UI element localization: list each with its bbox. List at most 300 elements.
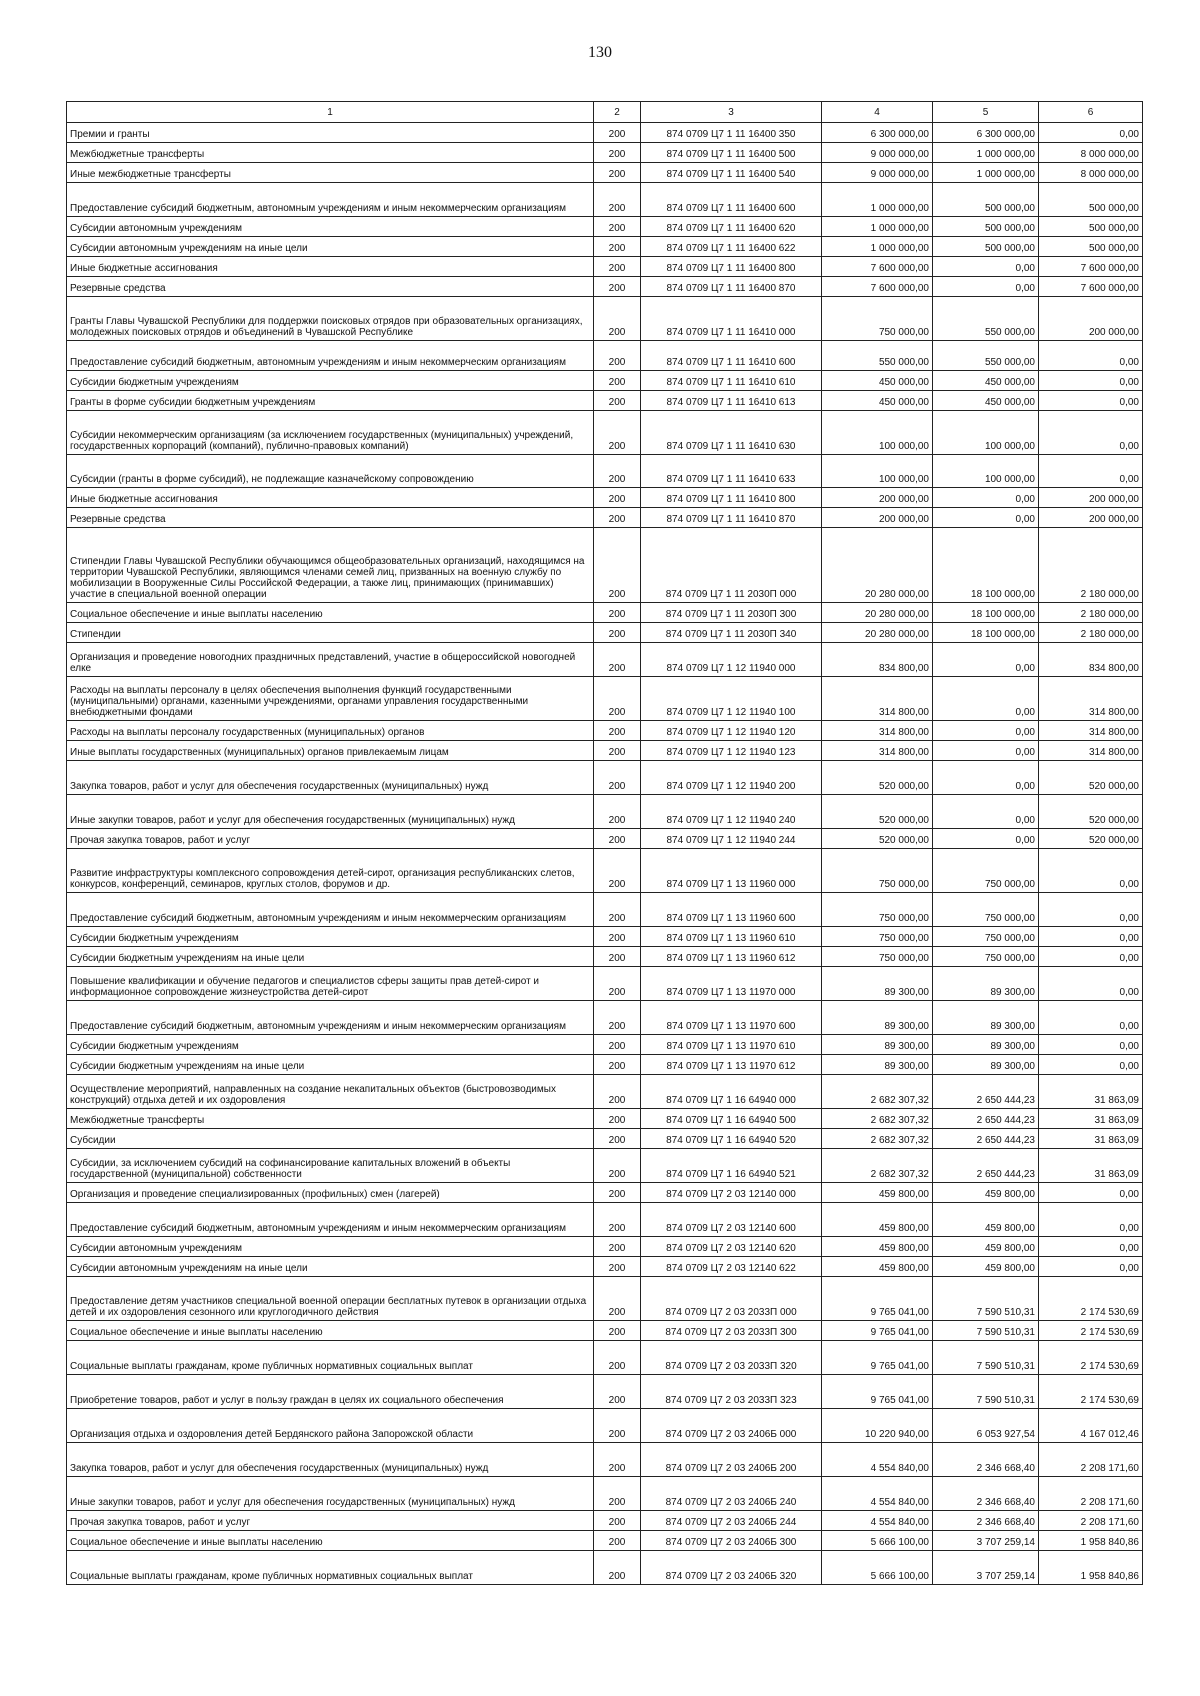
row-value-6: 2 174 530,69 [1039,1277,1143,1321]
row-value-6: 0,00 [1039,455,1143,488]
row-value-4: 459 800,00 [822,1237,933,1257]
table-row [67,257,1143,277]
row-value-4: 1 000 000,00 [822,217,933,237]
row-value-5: 1 000 000,00 [933,163,1039,183]
row-code: 874 0709 Ц7 2 03 12140 620 [641,1237,822,1257]
row-code: 874 0709 Ц7 2 03 2406Б 320 [641,1551,822,1585]
row-value-5: 750 000,00 [933,947,1039,967]
row-value-4: 89 300,00 [822,1035,933,1055]
row-code: 874 0709 Ц7 1 11 16400 500 [641,143,822,163]
row-value-4: 834 800,00 [822,643,933,677]
row-value-6: 0,00 [1039,411,1143,455]
row-name: Предоставление субсидий бюджетным, автономным учреждениям и иным некоммерческим организациям [67,893,594,927]
row-col2: 200 [594,721,641,741]
row-col2: 200 [594,391,641,411]
row-name: Иные выплаты государственных (муниципальных) органов привлекаемым лицам [67,741,594,761]
row-value-6: 2 208 171,60 [1039,1511,1143,1531]
row-name: Межбюджетные трансферты [67,1109,594,1129]
table-row [67,371,1143,391]
row-value-5: 6 300 000,00 [933,123,1039,143]
row-code: 874 0709 Ц7 1 13 11960 610 [641,927,822,947]
row-value-6: 2 174 530,69 [1039,1321,1143,1341]
row-value-4: 314 800,00 [822,721,933,741]
table-row [67,508,1143,528]
row-value-5: 750 000,00 [933,849,1039,893]
row-name: Субсидии бюджетным учреждениям [67,1035,594,1055]
table-row [67,1149,1143,1183]
row-code: 874 0709 Ц7 1 11 16410 870 [641,508,822,528]
row-code: 874 0709 Ц7 1 12 11940 123 [641,741,822,761]
header-col-5: 5 [933,102,1039,123]
row-name: Расходы на выплаты персоналу в целях обеспечения выполнения функций государственными (муниципальными) органами, казенными учреждениями, органами управления государственными внебюджетными фондами [67,677,594,721]
row-code: 874 0709 Ц7 1 16 64940 520 [641,1129,822,1149]
row-name: Прочая закупка товаров, работ и услуг [67,829,594,849]
row-col2: 200 [594,1341,641,1375]
row-name: Резервные средства [67,508,594,528]
row-value-4: 89 300,00 [822,1055,933,1075]
row-code: 874 0709 Ц7 1 11 16410 600 [641,341,822,371]
row-code: 874 0709 Ц7 1 11 2030П 300 [641,603,822,623]
row-name: Иные закупки товаров, работ и услуг для обеспечения государственных (муниципальных) нужд [67,1477,594,1511]
row-name: Субсидии бюджетным учреждениям на иные цели [67,947,594,967]
row-code: 874 0709 Ц7 1 12 11940 240 [641,795,822,829]
row-col2: 200 [594,1001,641,1035]
row-value-4: 1 000 000,00 [822,237,933,257]
row-value-4: 200 000,00 [822,508,933,528]
table-row [67,927,1143,947]
table-row [67,455,1143,488]
row-value-4: 7 600 000,00 [822,257,933,277]
header-col-1: 1 [67,102,594,123]
row-value-6: 314 800,00 [1039,721,1143,741]
row-value-5: 3 707 259,14 [933,1531,1039,1551]
table-row [67,1375,1143,1409]
row-value-6: 7 600 000,00 [1039,257,1143,277]
table-row [67,411,1143,455]
row-code: 874 0709 Ц7 1 12 11940 100 [641,677,822,721]
row-value-4: 9 000 000,00 [822,143,933,163]
row-code: 874 0709 Ц7 1 11 16400 540 [641,163,822,183]
row-code: 874 0709 Ц7 2 03 2406Б 200 [641,1443,822,1477]
row-value-5: 0,00 [933,643,1039,677]
row-value-6: 200 000,00 [1039,297,1143,341]
row-value-5: 2 650 444,23 [933,1075,1039,1109]
row-value-6: 0,00 [1039,1001,1143,1035]
table-row [67,163,1143,183]
row-value-6: 2 208 171,60 [1039,1443,1143,1477]
row-code: 874 0709 Ц7 2 03 12140 622 [641,1257,822,1277]
header-col-2: 2 [594,102,641,123]
row-col2: 200 [594,217,641,237]
row-name: Социальные выплаты гражданам, кроме публичных нормативных социальных выплат [67,1341,594,1375]
table-row [67,1551,1143,1585]
table-row [67,488,1143,508]
table-row [67,297,1143,341]
row-value-4: 9 765 041,00 [822,1277,933,1321]
row-value-5: 450 000,00 [933,391,1039,411]
table-row [67,143,1143,163]
table-row [67,1409,1143,1443]
row-col2: 200 [594,371,641,391]
row-value-5: 459 800,00 [933,1183,1039,1203]
row-name: Субсидии (гранты в форме субсидий), не подлежащие казначейскому сопровождению [67,455,594,488]
row-name: Иные межбюджетные трансферты [67,163,594,183]
row-value-6: 0,00 [1039,1237,1143,1257]
row-value-6: 2 174 530,69 [1039,1375,1143,1409]
row-code: 874 0709 Ц7 1 11 16400 600 [641,183,822,217]
row-code: 874 0709 Ц7 2 03 2033П 320 [641,1341,822,1375]
row-col2: 200 [594,411,641,455]
table-body [67,123,1143,1585]
row-value-4: 20 280 000,00 [822,623,933,643]
row-value-4: 459 800,00 [822,1257,933,1277]
row-code: 874 0709 Ц7 2 03 2033П 300 [641,1321,822,1341]
row-value-5: 0,00 [933,761,1039,795]
row-code: 874 0709 Ц7 1 11 16400 622 [641,237,822,257]
row-name: Субсидии [67,1129,594,1149]
row-col2: 200 [594,1511,641,1531]
row-code: 874 0709 Ц7 2 03 2033П 323 [641,1375,822,1409]
row-col2: 200 [594,528,641,603]
row-col2: 200 [594,1149,641,1183]
row-name: Межбюджетные трансферты [67,143,594,163]
row-name: Предоставление субсидий бюджетным, автономным учреждениям и иным некоммерческим организациям [67,1203,594,1237]
row-col2: 200 [594,967,641,1001]
row-name: Прочая закупка товаров, работ и услуг [67,1511,594,1531]
row-value-6: 0,00 [1039,849,1143,893]
row-col2: 200 [594,1203,641,1237]
row-value-6: 520 000,00 [1039,795,1143,829]
row-col2: 200 [594,455,641,488]
table-row [67,721,1143,741]
row-value-5: 500 000,00 [933,183,1039,217]
row-col2: 200 [594,1237,641,1257]
row-code: 874 0709 Ц7 2 03 2406Б 244 [641,1511,822,1531]
table-row [67,1477,1143,1511]
row-value-5: 89 300,00 [933,1001,1039,1035]
table-row [67,849,1143,893]
row-value-5: 7 590 510,31 [933,1277,1039,1321]
row-value-5: 18 100 000,00 [933,623,1039,643]
row-value-5: 18 100 000,00 [933,528,1039,603]
row-value-5: 0,00 [933,795,1039,829]
table-row [67,1109,1143,1129]
row-col2: 200 [594,163,641,183]
row-value-5: 500 000,00 [933,237,1039,257]
table-row [67,603,1143,623]
row-value-6: 2 174 530,69 [1039,1341,1143,1375]
row-name: Субсидии бюджетным учреждениям [67,927,594,947]
row-value-5: 2 346 668,40 [933,1443,1039,1477]
table-row [67,1443,1143,1477]
row-name: Расходы на выплаты персоналу государственных (муниципальных) органов [67,721,594,741]
row-col2: 200 [594,603,641,623]
row-value-4: 520 000,00 [822,829,933,849]
table-row [67,1531,1143,1551]
row-name: Закупка товаров, работ и услуг для обеспечения государственных (муниципальных) нужд [67,761,594,795]
table-row [67,528,1143,603]
row-name: Субсидии некоммерческим организациям (за исключением государственных (муниципальных) учреждений, государственных корпораций (компаний), публично-правовых компаний) [67,411,594,455]
row-value-4: 5 666 100,00 [822,1551,933,1585]
row-name: Предоставление субсидий бюджетным, автономным учреждениям и иным некоммерческим организациям [67,341,594,371]
row-value-6: 0,00 [1039,371,1143,391]
row-value-6: 2 208 171,60 [1039,1477,1143,1511]
table-row [67,1237,1143,1257]
row-col2: 200 [594,893,641,927]
row-value-4: 2 682 307,32 [822,1075,933,1109]
page-number: 130 [588,44,612,61]
row-code: 874 0709 Ц7 2 03 12140 000 [641,1183,822,1203]
row-value-6: 200 000,00 [1039,488,1143,508]
row-value-5: 2 650 444,23 [933,1109,1039,1129]
row-value-4: 20 280 000,00 [822,603,933,623]
row-code: 874 0709 Ц7 1 13 11970 000 [641,967,822,1001]
row-col2: 200 [594,1531,641,1551]
row-value-5: 750 000,00 [933,893,1039,927]
row-value-6: 31 863,09 [1039,1129,1143,1149]
row-col2: 200 [594,1477,641,1511]
row-name: Осуществление мероприятий, направленных на создание некапитальных объектов (быстровозводимых конструкций) отдыха детей и их оздоровления [67,1075,594,1109]
row-name: Стипендии Главы Чувашской Республики обучающимся общеобразовательных организаций, находящимся на территории Чувашской Республики, являющимся членами семей лиц, призванных на военную службу по мобилизации в Вооруженные Силы Российской Федерации, а также лиц, принимающих (принимавших) участие в специальной военной операции [67,528,594,603]
row-col2: 200 [594,1183,641,1203]
table-row [67,947,1143,967]
table-row [67,1035,1143,1055]
row-value-6: 0,00 [1039,927,1143,947]
row-value-6: 31 863,09 [1039,1109,1143,1129]
row-value-5: 500 000,00 [933,217,1039,237]
row-value-6: 200 000,00 [1039,508,1143,528]
table-row [67,1055,1143,1075]
row-value-6: 0,00 [1039,1203,1143,1237]
row-value-4: 520 000,00 [822,761,933,795]
row-col2: 200 [594,1443,641,1477]
row-value-6: 500 000,00 [1039,183,1143,217]
table-row [67,829,1143,849]
table-row [67,1183,1143,1203]
row-col2: 200 [594,1409,641,1443]
row-value-6: 2 180 000,00 [1039,623,1143,643]
table-row [67,643,1143,677]
row-value-5: 18 100 000,00 [933,603,1039,623]
row-code: 874 0709 Ц7 1 13 11960 000 [641,849,822,893]
row-name: Социальные выплаты гражданам, кроме публичных нормативных социальных выплат [67,1551,594,1585]
row-col2: 200 [594,297,641,341]
row-value-5: 459 800,00 [933,1257,1039,1277]
row-value-6: 500 000,00 [1039,217,1143,237]
row-col2: 200 [594,123,641,143]
row-value-5: 0,00 [933,677,1039,721]
row-value-5: 6 053 927,54 [933,1409,1039,1443]
row-col2: 200 [594,623,641,643]
row-value-5: 0,00 [933,741,1039,761]
row-col2: 200 [594,1321,641,1341]
table-row [67,1203,1143,1237]
row-col2: 200 [594,237,641,257]
row-value-4: 2 682 307,32 [822,1149,933,1183]
row-name: Организация и проведение специализированных (профильных) смен (лагерей) [67,1183,594,1203]
row-code: 874 0709 Ц7 1 11 16410 630 [641,411,822,455]
row-name: Стипендии [67,623,594,643]
row-value-5: 100 000,00 [933,411,1039,455]
row-name: Иные закупки товаров, работ и услуг для обеспечения государственных (муниципальных) нужд [67,795,594,829]
row-col2: 200 [594,143,641,163]
row-value-5: 0,00 [933,277,1039,297]
row-code: 874 0709 Ц7 1 13 11970 610 [641,1035,822,1055]
table-row [67,341,1143,371]
row-col2: 200 [594,1129,641,1149]
row-value-4: 100 000,00 [822,455,933,488]
row-value-5: 459 800,00 [933,1237,1039,1257]
row-name: Гранты Главы Чувашской Республики для поддержки поисковых отрядов при образовательных организациях, молодежных поисковых отрядов и объединений в Чувашской Республике [67,297,594,341]
row-value-4: 2 682 307,32 [822,1109,933,1129]
row-value-4: 5 666 100,00 [822,1531,933,1551]
row-value-5: 89 300,00 [933,1055,1039,1075]
row-value-4: 100 000,00 [822,411,933,455]
row-value-6: 834 800,00 [1039,643,1143,677]
row-name: Организация и проведение новогодних праздничных представлений, участие в общероссийской новогодней елке [67,643,594,677]
row-value-5: 89 300,00 [933,967,1039,1001]
row-col2: 200 [594,277,641,297]
row-value-4: 9 000 000,00 [822,163,933,183]
row-col2: 200 [594,508,641,528]
row-col2: 200 [594,341,641,371]
row-value-6: 0,00 [1039,1183,1143,1203]
row-value-6: 2 180 000,00 [1039,528,1143,603]
row-name: Повышение квалификации и обучение педагогов и специалистов сферы защиты прав детей-сирот и информационное сопровождение жизнеустройства детей-сирот [67,967,594,1001]
table-row [67,277,1143,297]
row-code: 874 0709 Ц7 1 12 11940 200 [641,761,822,795]
row-col2: 200 [594,927,641,947]
budget-table [66,101,1143,1585]
row-col2: 200 [594,257,641,277]
row-value-6: 2 180 000,00 [1039,603,1143,623]
row-value-5: 0,00 [933,488,1039,508]
row-name: Субсидии, за исключением субсидий на софинансирование капитальных вложений в объекты государственной (муниципальной) собственности [67,1149,594,1183]
row-col2: 200 [594,1277,641,1321]
row-col2: 200 [594,1055,641,1075]
row-name: Закупка товаров, работ и услуг для обеспечения государственных (муниципальных) нужд [67,1443,594,1477]
header-col-4: 4 [822,102,933,123]
table-header [67,102,1143,123]
row-col2: 200 [594,1375,641,1409]
row-value-4: 450 000,00 [822,371,933,391]
row-value-4: 750 000,00 [822,927,933,947]
row-code: 874 0709 Ц7 1 11 16400 870 [641,277,822,297]
row-col2: 200 [594,488,641,508]
row-value-5: 2 650 444,23 [933,1149,1039,1183]
row-name: Премии и гранты [67,123,594,143]
row-code: 874 0709 Ц7 1 12 11940 000 [641,643,822,677]
row-value-6: 1 958 840,86 [1039,1531,1143,1551]
row-name: Субсидии бюджетным учреждениям на иные цели [67,1055,594,1075]
row-name: Развитие инфраструктуры комплексного сопровождения детей-сирот, организация республиканских слетов, конкурсов, конференций, семинаров, круглых столов, форумов и др. [67,849,594,893]
row-value-6: 520 000,00 [1039,761,1143,795]
row-value-6: 0,00 [1039,391,1143,411]
row-name: Предоставление детям участников специальной военной операции бесплатных путевок в организации отдыха детей и их оздоровления сезонного или круглогодичного действия [67,1277,594,1321]
table-row [67,1129,1143,1149]
row-value-6: 31 863,09 [1039,1075,1143,1109]
row-value-4: 4 554 840,00 [822,1443,933,1477]
row-value-4: 459 800,00 [822,1183,933,1203]
row-name: Резервные средства [67,277,594,297]
row-code: 874 0709 Ц7 1 16 64940 000 [641,1075,822,1109]
row-value-4: 9 765 041,00 [822,1375,933,1409]
row-name: Субсидии бюджетным учреждениям [67,371,594,391]
row-value-6: 0,00 [1039,967,1143,1001]
row-value-4: 550 000,00 [822,341,933,371]
row-code: 874 0709 Ц7 2 03 2406Б 000 [641,1409,822,1443]
row-value-5: 0,00 [933,829,1039,849]
row-value-6: 0,00 [1039,341,1143,371]
row-value-4: 459 800,00 [822,1203,933,1237]
table-row [67,893,1143,927]
row-value-6: 31 863,09 [1039,1149,1143,1183]
row-name: Предоставление субсидий бюджетным, автономным учреждениям и иным некоммерческим организациям [67,183,594,217]
row-code: 874 0709 Ц7 1 11 16410 613 [641,391,822,411]
row-name: Субсидии автономным учреждениям [67,1237,594,1257]
row-value-4: 520 000,00 [822,795,933,829]
row-value-6: 8 000 000,00 [1039,163,1143,183]
row-value-4: 7 600 000,00 [822,277,933,297]
row-value-5: 750 000,00 [933,927,1039,947]
row-col2: 200 [594,1075,641,1109]
header-col-3: 3 [641,102,822,123]
table-row [67,1511,1143,1531]
table-row [67,967,1143,1001]
row-value-4: 9 765 041,00 [822,1321,933,1341]
row-value-6: 0,00 [1039,1035,1143,1055]
row-value-5: 459 800,00 [933,1203,1039,1237]
row-col2: 200 [594,1109,641,1129]
row-col2: 200 [594,947,641,967]
row-value-6: 7 600 000,00 [1039,277,1143,297]
table-row [67,183,1143,217]
row-value-5: 550 000,00 [933,341,1039,371]
row-value-6: 0,00 [1039,947,1143,967]
table-row [67,1321,1143,1341]
row-value-5: 7 590 510,31 [933,1321,1039,1341]
row-code: 874 0709 Ц7 1 11 16410 800 [641,488,822,508]
row-value-5: 0,00 [933,257,1039,277]
row-value-4: 1 000 000,00 [822,183,933,217]
row-value-5: 2 650 444,23 [933,1129,1039,1149]
row-value-4: 314 800,00 [822,677,933,721]
row-code: 874 0709 Ц7 1 11 2030П 340 [641,623,822,643]
row-code: 874 0709 Ц7 1 13 11970 612 [641,1055,822,1075]
row-value-6: 1 958 840,86 [1039,1551,1143,1585]
row-value-6: 314 800,00 [1039,741,1143,761]
table-row [67,795,1143,829]
row-name: Приобретение товаров, работ и услуг в пользу граждан в целях их социального обеспечения [67,1375,594,1409]
header-col-6: 6 [1039,102,1143,123]
row-code: 874 0709 Ц7 1 11 16400 350 [641,123,822,143]
row-value-5: 7 590 510,31 [933,1375,1039,1409]
row-value-4: 4 554 840,00 [822,1477,933,1511]
row-name: Социальное обеспечение и иные выплаты населению [67,1321,594,1341]
row-name: Социальное обеспечение и иные выплаты населению [67,1531,594,1551]
row-value-6: 8 000 000,00 [1039,143,1143,163]
row-col2: 200 [594,829,641,849]
row-code: 874 0709 Ц7 1 11 16410 633 [641,455,822,488]
row-value-4: 450 000,00 [822,391,933,411]
row-value-5: 1 000 000,00 [933,143,1039,163]
row-value-6: 0,00 [1039,1257,1143,1277]
row-value-4: 200 000,00 [822,488,933,508]
table-row [67,1257,1143,1277]
row-name: Иные бюджетные ассигнования [67,257,594,277]
row-value-6: 0,00 [1039,123,1143,143]
row-value-4: 4 554 840,00 [822,1511,933,1531]
